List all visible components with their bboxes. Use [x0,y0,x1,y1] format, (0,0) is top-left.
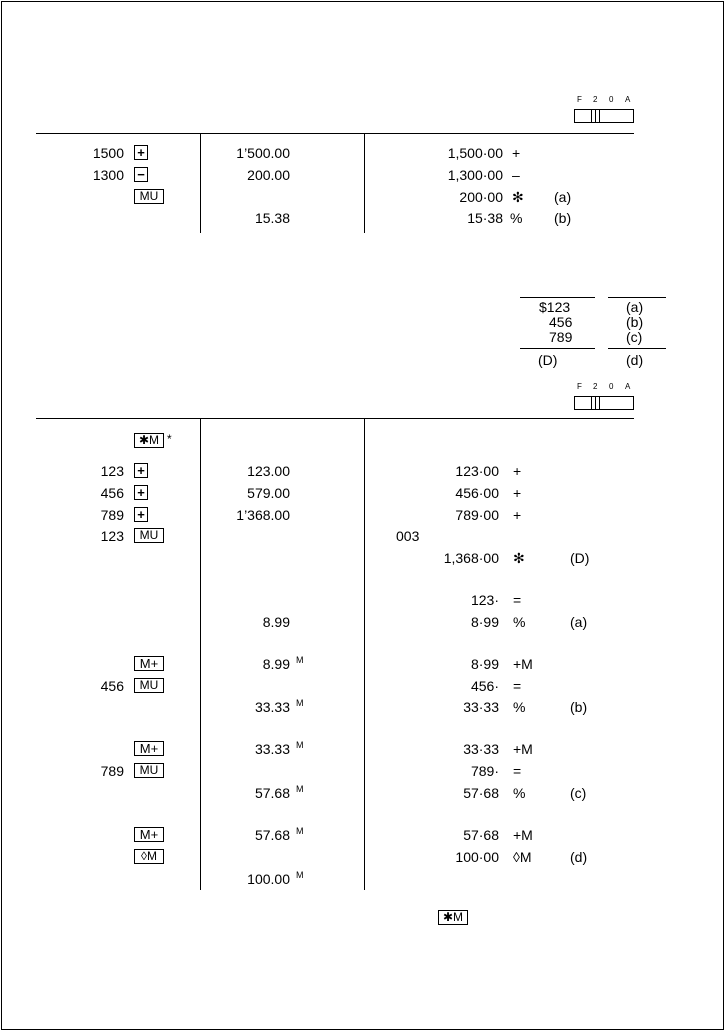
ex2-print-sym: + [513,507,522,523]
ex1-print-value: 15·38 [467,210,503,226]
ex1-print-sym: % [510,210,523,226]
ex2-display: 100.00 [247,871,290,887]
ex2-print-value: 123·00 [455,463,499,479]
ex2-input: 456 [100,678,124,694]
decimal-switch-1 [574,109,634,123]
ex1-display: 1’500.00 [236,145,290,161]
mu-key[interactable]: MU [134,528,164,543]
ex1-print-sym: + [512,145,521,161]
memory-indicator: M [296,870,304,880]
side-table-value: 789 [549,329,573,345]
ex2-print-sym: +M [513,741,533,757]
ex1-input: 1500 [92,145,124,161]
side-table-letter: (b) [626,314,644,330]
ex2-note: (b) [570,699,588,715]
ex2-print-sym: + [513,463,522,479]
ex1-print-sym: ✻ [512,189,524,205]
ex2-display: 1’368.00 [236,507,290,523]
ex2-print-value: 8·99 [470,656,499,672]
ex2-print-sym: = [513,763,522,779]
ex2-display: 8.99 [262,656,290,672]
ex1-display: 15.38 [254,210,290,226]
clear-memory-key[interactable]: ✱M [134,433,164,448]
memory-plus-key[interactable]: M+ [134,827,164,842]
memory-plus-key[interactable]: M+ [134,741,164,756]
ex1-display: 200.00 [247,167,290,183]
memory-indicator: M [296,784,304,794]
ex2-print-value: 123· [470,592,499,608]
ex2-print-value: 8·99 [470,614,499,630]
plus-key[interactable]: + [134,463,148,478]
ex2-print-value: 57·68 [463,827,499,843]
ex1-note: (b) [554,210,572,226]
ex2-print-value: 003 [396,528,420,544]
ex2-display: 8.99 [262,614,290,630]
memory-indicator: M [296,655,304,665]
ex2-note: (D) [570,550,590,566]
ex2-print-value: 57·68 [463,785,499,801]
ex2-print-sym: ✻ [513,550,525,566]
side-table-total-letter: (d) [626,352,644,368]
memory-plus-key[interactable]: M+ [134,656,164,671]
ex2-print-value: 456· [470,678,499,694]
ex2-print-value: 33·33 [463,741,499,757]
mu-key[interactable]: MU [134,763,164,778]
memory-indicator: M [296,698,304,708]
ex2-print-value: 789·00 [455,507,499,523]
minus-key[interactable]: − [134,167,148,182]
side-table-mid-rule-1 [520,348,595,349]
side-table-value: $123 [539,299,571,315]
ex2-input: 789 [100,763,124,779]
side-table-mid-rule-2 [608,348,666,349]
ex1-print-value: 1,500·00 [447,145,503,161]
ex1-print-value: 1,300·00 [447,167,503,183]
side-table-total: (D) [538,352,558,368]
memory-recall-key[interactable]: ◊M [134,849,164,864]
ex2-print-sym: % [513,785,526,801]
ex1-print-value: 200·00 [459,189,503,205]
ex2-input: 123 [100,528,124,544]
ex2-input: 456 [100,485,124,501]
ex2-print-value: 456·00 [455,485,499,501]
ex1-print-sym: – [512,167,520,183]
ex2-print-sym: = [513,678,522,694]
ex2-print-value: 100·00 [455,849,499,865]
table2-divider-2 [364,418,365,890]
mu-key[interactable]: MU [134,678,164,693]
ex2-print-sym: % [513,614,526,630]
ex2-display: 33.33 [254,741,290,757]
ex2-print-value: 33·33 [463,699,499,715]
footer-clear-memory-key[interactable]: ✱M [438,910,468,925]
ex2-print-value: 789· [470,763,499,779]
side-table-value: 456 [549,314,573,330]
ex2-note: (c) [570,785,587,801]
ex2-display: 579.00 [247,485,290,501]
table1-divider-2 [364,133,365,233]
plus-key[interactable]: + [134,485,148,500]
ex2-print-sym: +M [513,656,533,672]
ex2-display: 57.68 [254,785,290,801]
side-table-top-rule-1 [520,297,595,298]
ex2-display: 33.33 [254,699,290,715]
plus-key[interactable]: + [134,145,148,160]
memory-indicator: M [296,826,304,836]
ex2-print-sym: = [513,592,522,608]
ex2-note: (d) [570,849,588,865]
ex2-print-sym: + [513,485,522,501]
decimal-switch-2 [574,396,634,410]
ex2-input: 789 [100,507,124,523]
plus-key[interactable]: + [134,507,148,522]
ex2-note: (a) [570,614,588,630]
table2-top-rule [36,418,634,419]
ex2-print-sym: +M [513,827,533,843]
side-table-top-rule-2 [608,297,666,298]
ex2-print-value: 1,368·00 [443,550,499,566]
memory-indicator: M [296,740,304,750]
side-table-letter: (a) [626,299,644,315]
ex1-note: (a) [554,189,572,205]
mu-key[interactable]: MU [134,189,164,204]
ex2-display: 123.00 [247,463,290,479]
side-table-letter: (c) [626,329,643,345]
ex2-display: 57.68 [254,827,290,843]
ex2-print-sym: % [513,699,526,715]
table1-top-rule [36,133,634,134]
ex1-input: 1300 [92,167,124,183]
clear-asterisk: * [167,432,172,446]
ex2-input: 123 [100,463,124,479]
ex2-print-sym: ◊M [513,849,532,865]
